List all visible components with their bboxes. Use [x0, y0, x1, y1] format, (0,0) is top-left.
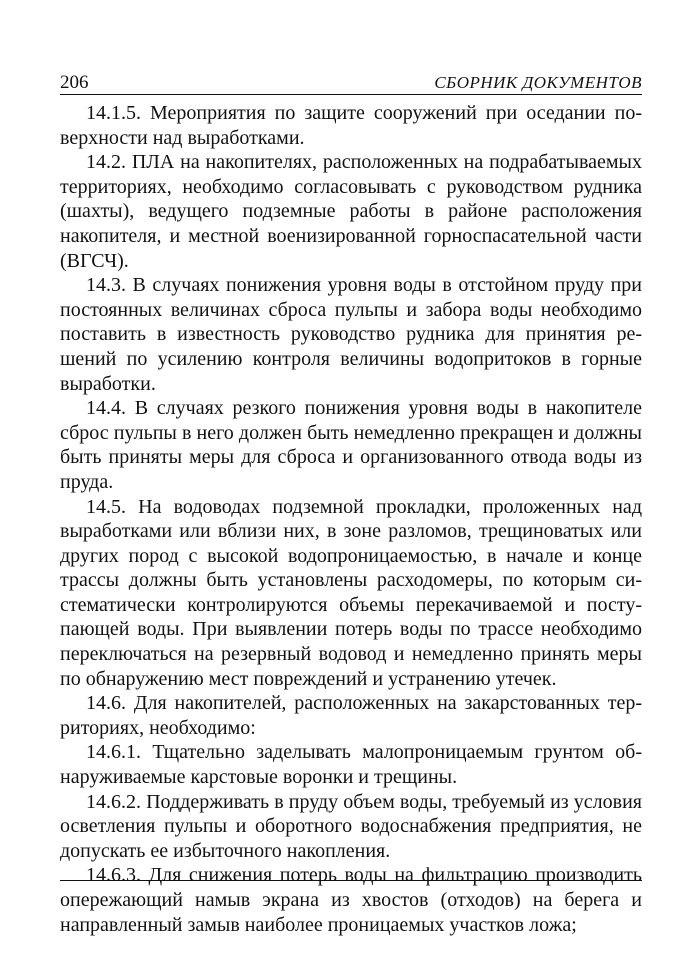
paragraph-14-5: 14.5. На водоводах подземной прокладки, проложенных над выработками или вблизи них, в зоне разломов, трещиноватых или других пород с высокой водопроницаемостью, в начале и конце трассы должны быть установлены расходомеры, по которым систематически контролируются объемы перекачиваемой и поступающей воды. При выявлении потерь воды по трассе необходимо переключаться на резервный водовод и немедленно принять меры по обнаружению мест повреждений и устранению утечек. [60, 495, 642, 690]
page-header [60, 68, 642, 95]
paragraph-14-3: 14.3. В случаях понижения уровня воды в отстойном пруду при постоянных величинах сброса пульпы и забора воды необходимо поставить в известность руководство рудника для принятия решений по усилению контроля величины водопритоков в горные выработки. [60, 274, 642, 395]
body-text [60, 101, 642, 937]
document-page [60, 68, 642, 937]
paragraph-14-4: 14.4. В случаях резкого понижения уровня воды в накопителе сброс пульпы в него должен быть немедленно прекращен и должны быть приняты меры для сброса и организованного отвода воды из пруда. [60, 397, 642, 493]
paragraph-14-2: 14.2. ПЛА на накопителях, расположенных на подрабатываемых территориях, необходимо согласовывать с руководством рудника (шахты), ведущего подземные работы в районе расположения накопителя, и местной военизированной горноспасательной части (ВГСЧ). [60, 151, 642, 272]
footer-divider [60, 880, 642, 881]
running-title: СБОРНИК ДОКУМЕНТОВ [434, 73, 642, 92]
paragraph-14-6: 14.6. Для накопителей, расположенных на закарстованных территориях, необходимо: [60, 692, 642, 739]
paragraph-14-6-3: 14.6.3. Для снижения потерь воды на фильтрацию производить опережающий намыв экрана из хвостов (отходов) на берега и направленный замыв наиболее проницаемых участков ложа; [60, 864, 642, 936]
paragraph-14-6-1: 14.6.1. Тщательно заделывать малопроницаемым грунтом обнаруживаемые карстовые воронки и трещины. [60, 741, 642, 789]
page-number: 206 [60, 72, 89, 93]
paragraph-14-1-5: 14.1.5. Мероприятия по защите сооружений при оседании поверхности над выработками. [60, 102, 642, 149]
paragraph-14-6-2: 14.6.2. Поддерживать в пруду объем воды, требуемый из условия осветления пульпы и оборотного водоснабжения предприятия, не допускать ее избыточного накопления. [60, 790, 642, 862]
